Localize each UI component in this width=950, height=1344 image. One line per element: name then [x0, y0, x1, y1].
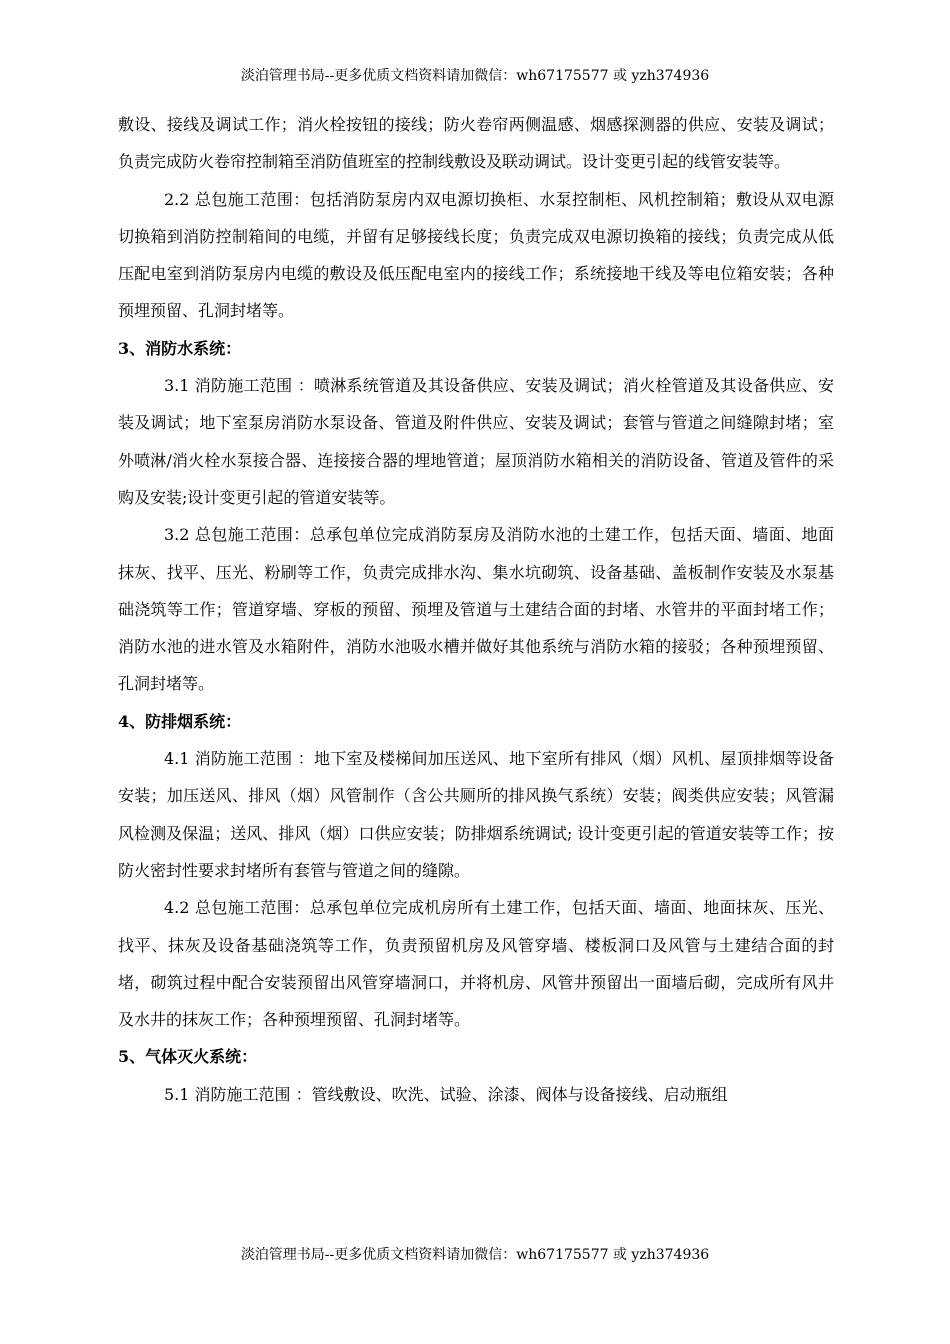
page-header: 淡泊管理书局--更多优质文档资料请加微信：wh67175577 或 yzh374936 [240, 68, 710, 84]
paragraph-3-1: 3.1 消防施工范围 ：喷淋系统管道及其设备供应、安装及调试；消火栓管道及其设备供应、安装及调试；地下室泵房消防水泵设备、管道及附件供应、安装及调试；套管与管道之间缝隙封堵；室外喷淋/消火栓水泵接合器、连接接合器的埋地管道；屋顶消防水箱相关的消防设备、管道及管件的采购及安装;设计变更引起的管道安装等。 [118, 376, 834, 507]
paragraph-continued: 敷设、接线及调试工作；消火栓按钮的接线；防火卷帘两侧温感、烟感探测器的供应、安装及调试；负责完成防火卷帘控制箱至消防值班室的控制线敷设及联动调试。设计变更引起的线管安装等。 [118, 115, 834, 172]
page-footer: 淡泊管理书局--更多优质文档资料请加微信：wh67175577 或 yzh374936 [240, 1247, 710, 1263]
paragraph-5-1: 5.1 消防施工范围 ：管线敷设、吹洗、试验、涂漆、阀体与设备接线、启动瓶组 [164, 1084, 728, 1104]
section-heading-5: 5、气体灭火系统： [118, 1047, 258, 1067]
paragraph-2-2: 2.2 总包施工范围：包括消防泵房内双电源切换柜、水泵控制柜、风机控制箱；敷设从双电源切换箱到消防控制箱间的电缆，并留有足够接线长度；负责完成双电源切换箱的接线；负责完成从低压配电室到消防泵房内电缆的敷设及低压配电室内的接线工作；系统接地干线及等电位箱安装；各种预埋预留、孔洞封堵等。 [118, 189, 834, 321]
paragraph-3-2: 3.2 总包施工范围：总承包单位完成消防泵房及消防水池的土建工作，包括天面、墙面、地面抹灰、找平、压光、粉刷等工作，负责完成排水沟、集水坑砌筑、设备基础、盖板制作安装及水泵基础浇筑等工作；管道穿墙、穿板的预留、预埋及管道与土建结合面的封堵、水管井的平面封堵工作；消防水池的进水管及水箱附件，消防水池吸水槽并做好其他系统与消防水箱的接驳；各种预埋预留、孔洞封堵等。 [118, 525, 834, 694]
section-heading-3: 3、消防水系统： [118, 338, 242, 358]
section-heading-4: 4、防排烟系统： [118, 711, 242, 731]
paragraph-4-2: 4.2 总包施工范围：总承包单位完成机房所有土建工作，包括天面、墙面、地面抹灰、压光、找平、抹灰及设备基础浇筑等工作，负责预留机房及风管穿墙、楼板洞口及风管与土建结合面的封堵，砌筑过程中配合安装预留出风管穿墙洞口，并将机房、风管井预留出一面墙后砌，完成所有风井及水井的抹灰工作；各种预埋预留、孔洞封堵等。 [118, 898, 834, 1030]
document-body [118, 106, 834, 1113]
paragraph-4-1: 4.1 消防施工范围 ：地下室及楼梯间加压送风、地下室所有排风（烟）风机、屋顶排烟等设备安装；加压送风、排风（烟）风管制作（含公共厕所的排风换气系统）安装；阀类供应安装；风管漏风检测及保温；送风、排风（烟）口供应安装；防排烟系统调试; 设计变更引起的管道安装等工作；按防火密封性要求封堵所有套管与管道之间的缝隙。 [118, 749, 834, 880]
